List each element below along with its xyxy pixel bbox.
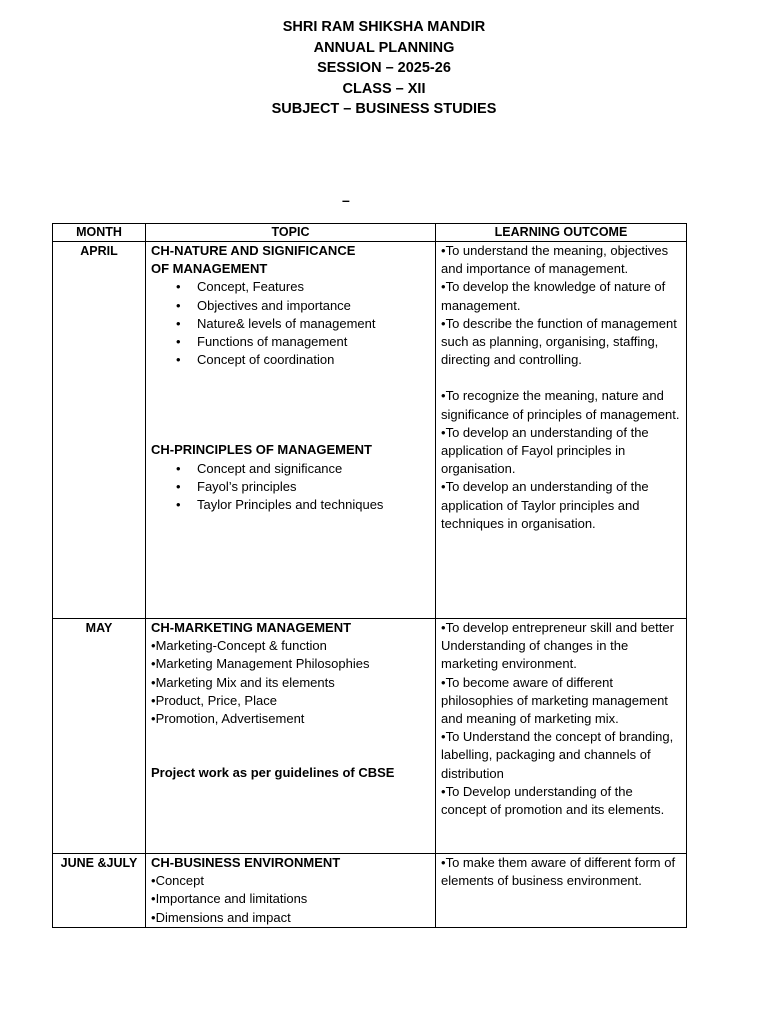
table-row-may (53, 619, 687, 854)
list-item: • To make them aware of different form of elements of business environment. (441, 854, 681, 890)
list-item: • Fayol’s principles (176, 478, 430, 496)
list-item: • To develop the knowledge of nature of management. (441, 278, 681, 314)
list-item: • Marketing-Concept & function (151, 637, 430, 655)
topic-cell (146, 619, 436, 854)
list-item: • To develop an understanding of the application of Fayol principles in organisation. (441, 424, 681, 479)
list-item: • Taylor Principles and techniques (176, 496, 430, 514)
month-cell: MAY (53, 619, 146, 854)
chapter-title: CH-PRINCIPLES OF MANAGEMENT (151, 442, 372, 458)
table-row-april (53, 242, 687, 619)
chapter-title: CH-NATURE AND SIGNIFICANCE (151, 243, 356, 258)
project-note: Project work as per guidelines of CBSE (151, 765, 395, 781)
month-cell: JUNE &JULY (53, 854, 146, 928)
list-item: • To develop entrepreneur skill and better Understanding of changes in the marketing environment. (441, 619, 681, 674)
document-title: ANNUAL PLANNING (313, 39, 455, 56)
chapter-title: CH-MARKETING MANAGEMENT (151, 620, 352, 635)
list-item: • Nature& levels of management (176, 315, 430, 333)
subject-line: SUBJECT – BUSINESS STUDIES (271, 101, 497, 117)
list-item: • To Understand the concept of branding, labelling, packaging and channels of distribution (441, 728, 681, 783)
month-cell: APRIL (53, 242, 146, 619)
list-item: • To recognize the meaning, nature and significance of principles of management. (441, 387, 681, 423)
stray-dash: – (342, 192, 350, 208)
topic-list (151, 460, 430, 515)
list-item: • Dimensions and impact (151, 909, 430, 927)
column-header-outcome: LEARNING OUTCOME (436, 224, 687, 242)
outcome-cell (436, 242, 687, 619)
list-item: • Marketing Mix and its elements (151, 674, 430, 692)
list-item: • To Develop understanding of the concept of promotion and its elements. (441, 783, 681, 819)
outcome-cell (436, 619, 687, 854)
list-item: • Concept of coordination (176, 351, 430, 369)
topic-cell (146, 242, 436, 619)
session-line: SESSION – 2025-26 (317, 60, 451, 76)
list-item: • To describe the function of management such as planning, organising, staffing, directing and controlling. (441, 315, 681, 370)
list-item: • Concept, Features (176, 278, 430, 296)
column-header-month: MONTH (53, 224, 146, 242)
chapter-title-cont: OF MANAGEMENT (151, 261, 268, 277)
list-item: • Functions of management (176, 333, 430, 351)
document-header (0, 17, 768, 120)
list-item: • Promotion, Advertisement (151, 710, 430, 728)
topic-cell (146, 854, 436, 928)
table-row-june (53, 854, 687, 928)
list-item: • To become aware of different philosophies of marketing management and meaning of marketing mix. (441, 674, 681, 729)
topic-list (151, 278, 430, 369)
list-item: • Concept and significance (176, 460, 430, 478)
chapter-title: CH-BUSINESS ENVIRONMENT (151, 855, 341, 870)
list-item: • To understand the meaning, objectives and importance of management. (441, 242, 681, 278)
school-name: SHRI RAM SHIKSHA MANDIR (282, 19, 486, 35)
list-item: • Concept (151, 872, 430, 890)
list-item: • Product, Price, Place (151, 692, 430, 710)
list-item: • Marketing Management Philosophies (151, 655, 430, 673)
list-item: • To develop an understanding of the application of Taylor principles and techniques in organisation. (441, 478, 681, 533)
column-header-topic: TOPIC (146, 224, 436, 242)
list-item: • Objectives and importance (176, 297, 430, 315)
class-line: CLASS – XII (342, 80, 426, 97)
list-item: • Importance and limitations (151, 890, 430, 908)
table-header-row (53, 224, 687, 242)
planning-table (52, 223, 687, 928)
outcome-cell (436, 854, 687, 928)
